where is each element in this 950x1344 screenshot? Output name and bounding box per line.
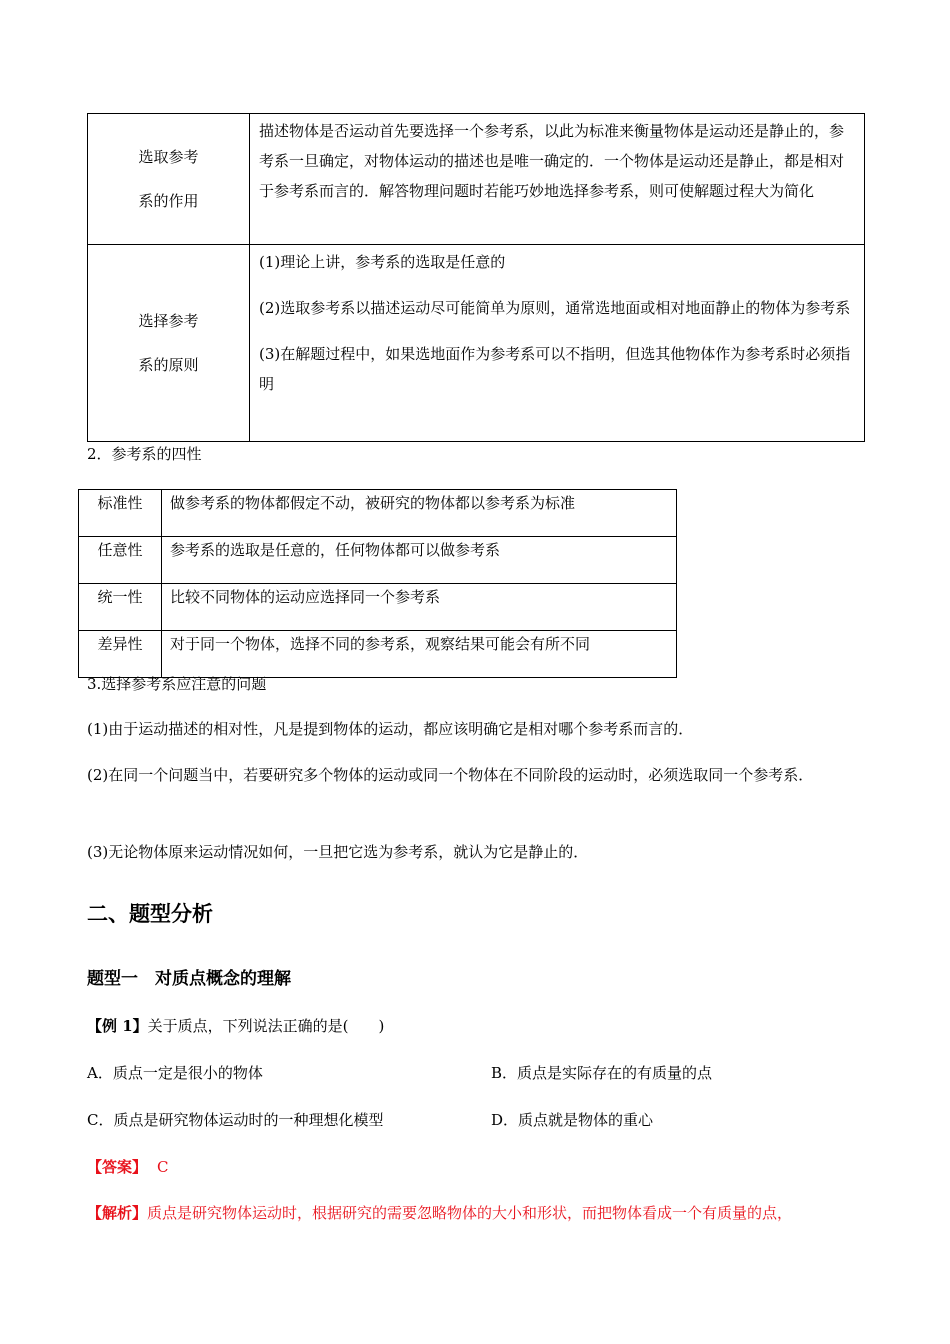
option-b: B．质点是实际存在的有质量的点 [491, 1064, 713, 1082]
row-label [88, 245, 250, 442]
list-item: (3)无论物体原来运动情况如何，一旦把它选为参考系，就认为它是静止的． [87, 843, 589, 861]
table-row [79, 584, 677, 631]
table-row [79, 537, 677, 584]
row-paragraph: (1)理论上讲，参考系的选取是任意的 [259, 253, 506, 271]
row-content [250, 245, 865, 442]
table-row [88, 245, 865, 442]
property-description: 对于同一个物体，选择不同的参考系，观察结果可能会有所不同 [162, 631, 677, 678]
property-description: 比较不同物体的运动应选择同一个参考系 [162, 584, 677, 631]
answer-tag: 【答案】 [87, 1158, 148, 1176]
property-name: 标准性 [79, 490, 162, 537]
option-a: A．质点一定是很小的物体 [87, 1064, 263, 1082]
section-title: 3.选择参考系应注意的问题 [87, 675, 267, 693]
section-title: 2．参考系的四性 [87, 445, 202, 463]
row-label [88, 114, 250, 245]
analysis-tag: 【解析】 [87, 1204, 148, 1222]
reference-frame-table [87, 113, 865, 442]
row-label-line: 选择参考 [138, 312, 199, 330]
property-description: 做参考系的物体都假定不动，被研究的物体都以参考系为标准 [162, 490, 677, 537]
table-row [88, 114, 865, 245]
row-content [250, 114, 865, 245]
list-item: (2)在同一个问题当中，若要研究多个物体的运动或同一个物体在不同阶段的运动时，必须选取同一个参考系． [87, 766, 814, 784]
example-tag: 【例 1】 [87, 1017, 148, 1035]
question-text: 关于质点，下列说法正确的是( ) [147, 1017, 385, 1035]
option-d: D．质点就是物体的重心 [491, 1111, 654, 1129]
answer-line [87, 1152, 867, 1182]
example-question [87, 1011, 867, 1041]
property-name: 任意性 [79, 537, 162, 584]
four-properties-table [78, 489, 677, 678]
row-paragraph: (2)选取参考系以描述运动尽可能简单为原则，通常选地面或相对地面静止的物体为参考系 [259, 299, 851, 317]
property-name: 统一性 [79, 584, 162, 631]
analysis-text: 质点是研究物体运动时，根据研究的需要忽略物体的大小和形状，而把物体看成一个有质量的点， [147, 1204, 793, 1222]
row-label-line: 系的作用 [138, 192, 199, 210]
row-paragraph: (3)在解题过程中，如果选地面作为参考系可以不指明，但选其他物体作为参考系时必须指明 [259, 345, 851, 393]
property-name: 差异性 [79, 631, 162, 678]
row-label-line: 选取参考 [138, 148, 199, 166]
property-description: 参考系的选取是任意的，任何物体都可以做参考系 [162, 537, 677, 584]
row-label-line: 系的原则 [138, 356, 199, 374]
question-type-title: 题型一 对质点概念的理解 [87, 969, 291, 989]
row-paragraph: 描述物体是否运动首先要选择一个参考系，以此为标准来衡量物体是运动还是静止的，参考系一旦确定，对物体运动的描述也是唯一确定的．一个物体是运动还是静止，都是相对于参考系而言的．解答物理问题时若能巧妙地选择参考系，则可使解题过程大为简化 [259, 122, 845, 200]
table-row [79, 490, 677, 537]
list-item: (1)由于运动描述的相对性，凡是提到物体的运动，都应该明确它是相对哪个参考系而言的． [87, 720, 694, 738]
option-c: C．质点是研究物体运动时的一种理想化模型 [87, 1111, 384, 1129]
section-heading: 二、题型分析 [87, 902, 213, 926]
analysis-line [87, 1198, 887, 1228]
answer-value: C [157, 1158, 169, 1176]
